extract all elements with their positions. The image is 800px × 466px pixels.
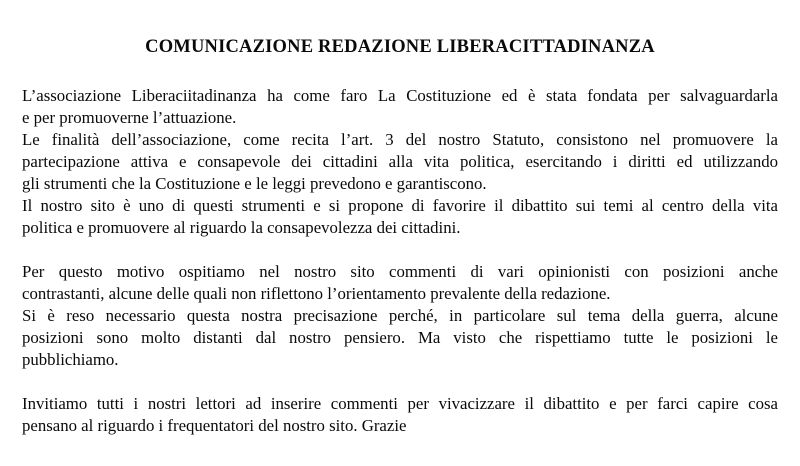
text-line: Il nostro sito è uno di questi strumenti e si propone di favorire il dibattito sui temi al centro della vita — [22, 196, 778, 215]
text-line: gli strumenti che la Costituzione e le leggi prevedono e garantiscono. — [22, 174, 487, 193]
paragraph — [22, 195, 778, 239]
blank-line — [22, 371, 778, 393]
text-line: Invitiamo tutti i nostri lettori ad inserire commenti per vivacizzare il dibattito e per farci capire cosa — [22, 394, 778, 413]
text-line: Le finalità dell’associazione, come recita l’art. 3 del nostro Statuto, consistono nel promuovere la — [22, 130, 778, 149]
paragraph — [22, 261, 778, 305]
paragraph — [22, 305, 778, 371]
text-line: Per questo motivo ospitiamo nel nostro sito commenti di vari opinionisti con posizioni anche — [22, 262, 778, 281]
text-line: partecipazione attiva e consapevole dei cittadini alla vita politica, esercitando i diritti ed utilizzando — [22, 152, 778, 171]
text-line: posizioni sono molto distanti dal nostro pensiero. Ma visto che rispettiamo tutte le posizioni le — [22, 328, 778, 347]
text-line: L’associazione Liberaciitadinanza ha come faro La Costituzione ed è stata fondata per salvaguardarla — [22, 86, 778, 105]
document-body — [22, 85, 778, 437]
text-line: pubblichiamo. — [22, 350, 119, 369]
text-line: contrastanti, alcune delle quali non riflettono l’orientamento prevalente della redazione. — [22, 284, 611, 303]
text-line: pensano al riguardo i frequentatori del nostro sito. Grazie — [22, 416, 407, 435]
paragraph — [22, 129, 778, 195]
paragraph — [22, 393, 778, 437]
blank-line — [22, 239, 778, 261]
text-line: Si è reso necessario questa nostra precisazione perché, in particolare sul tema della guerra, alcune — [22, 306, 778, 325]
text-line: e per promuoverne l’attuazione. — [22, 108, 237, 127]
document-title: COMUNICAZIONE REDAZIONE LIBERACITTADINANZA — [145, 37, 655, 57]
paragraph — [22, 85, 778, 129]
text-line: politica e promuovere al riguardo la consapevolezza dei cittadini. — [22, 218, 461, 237]
